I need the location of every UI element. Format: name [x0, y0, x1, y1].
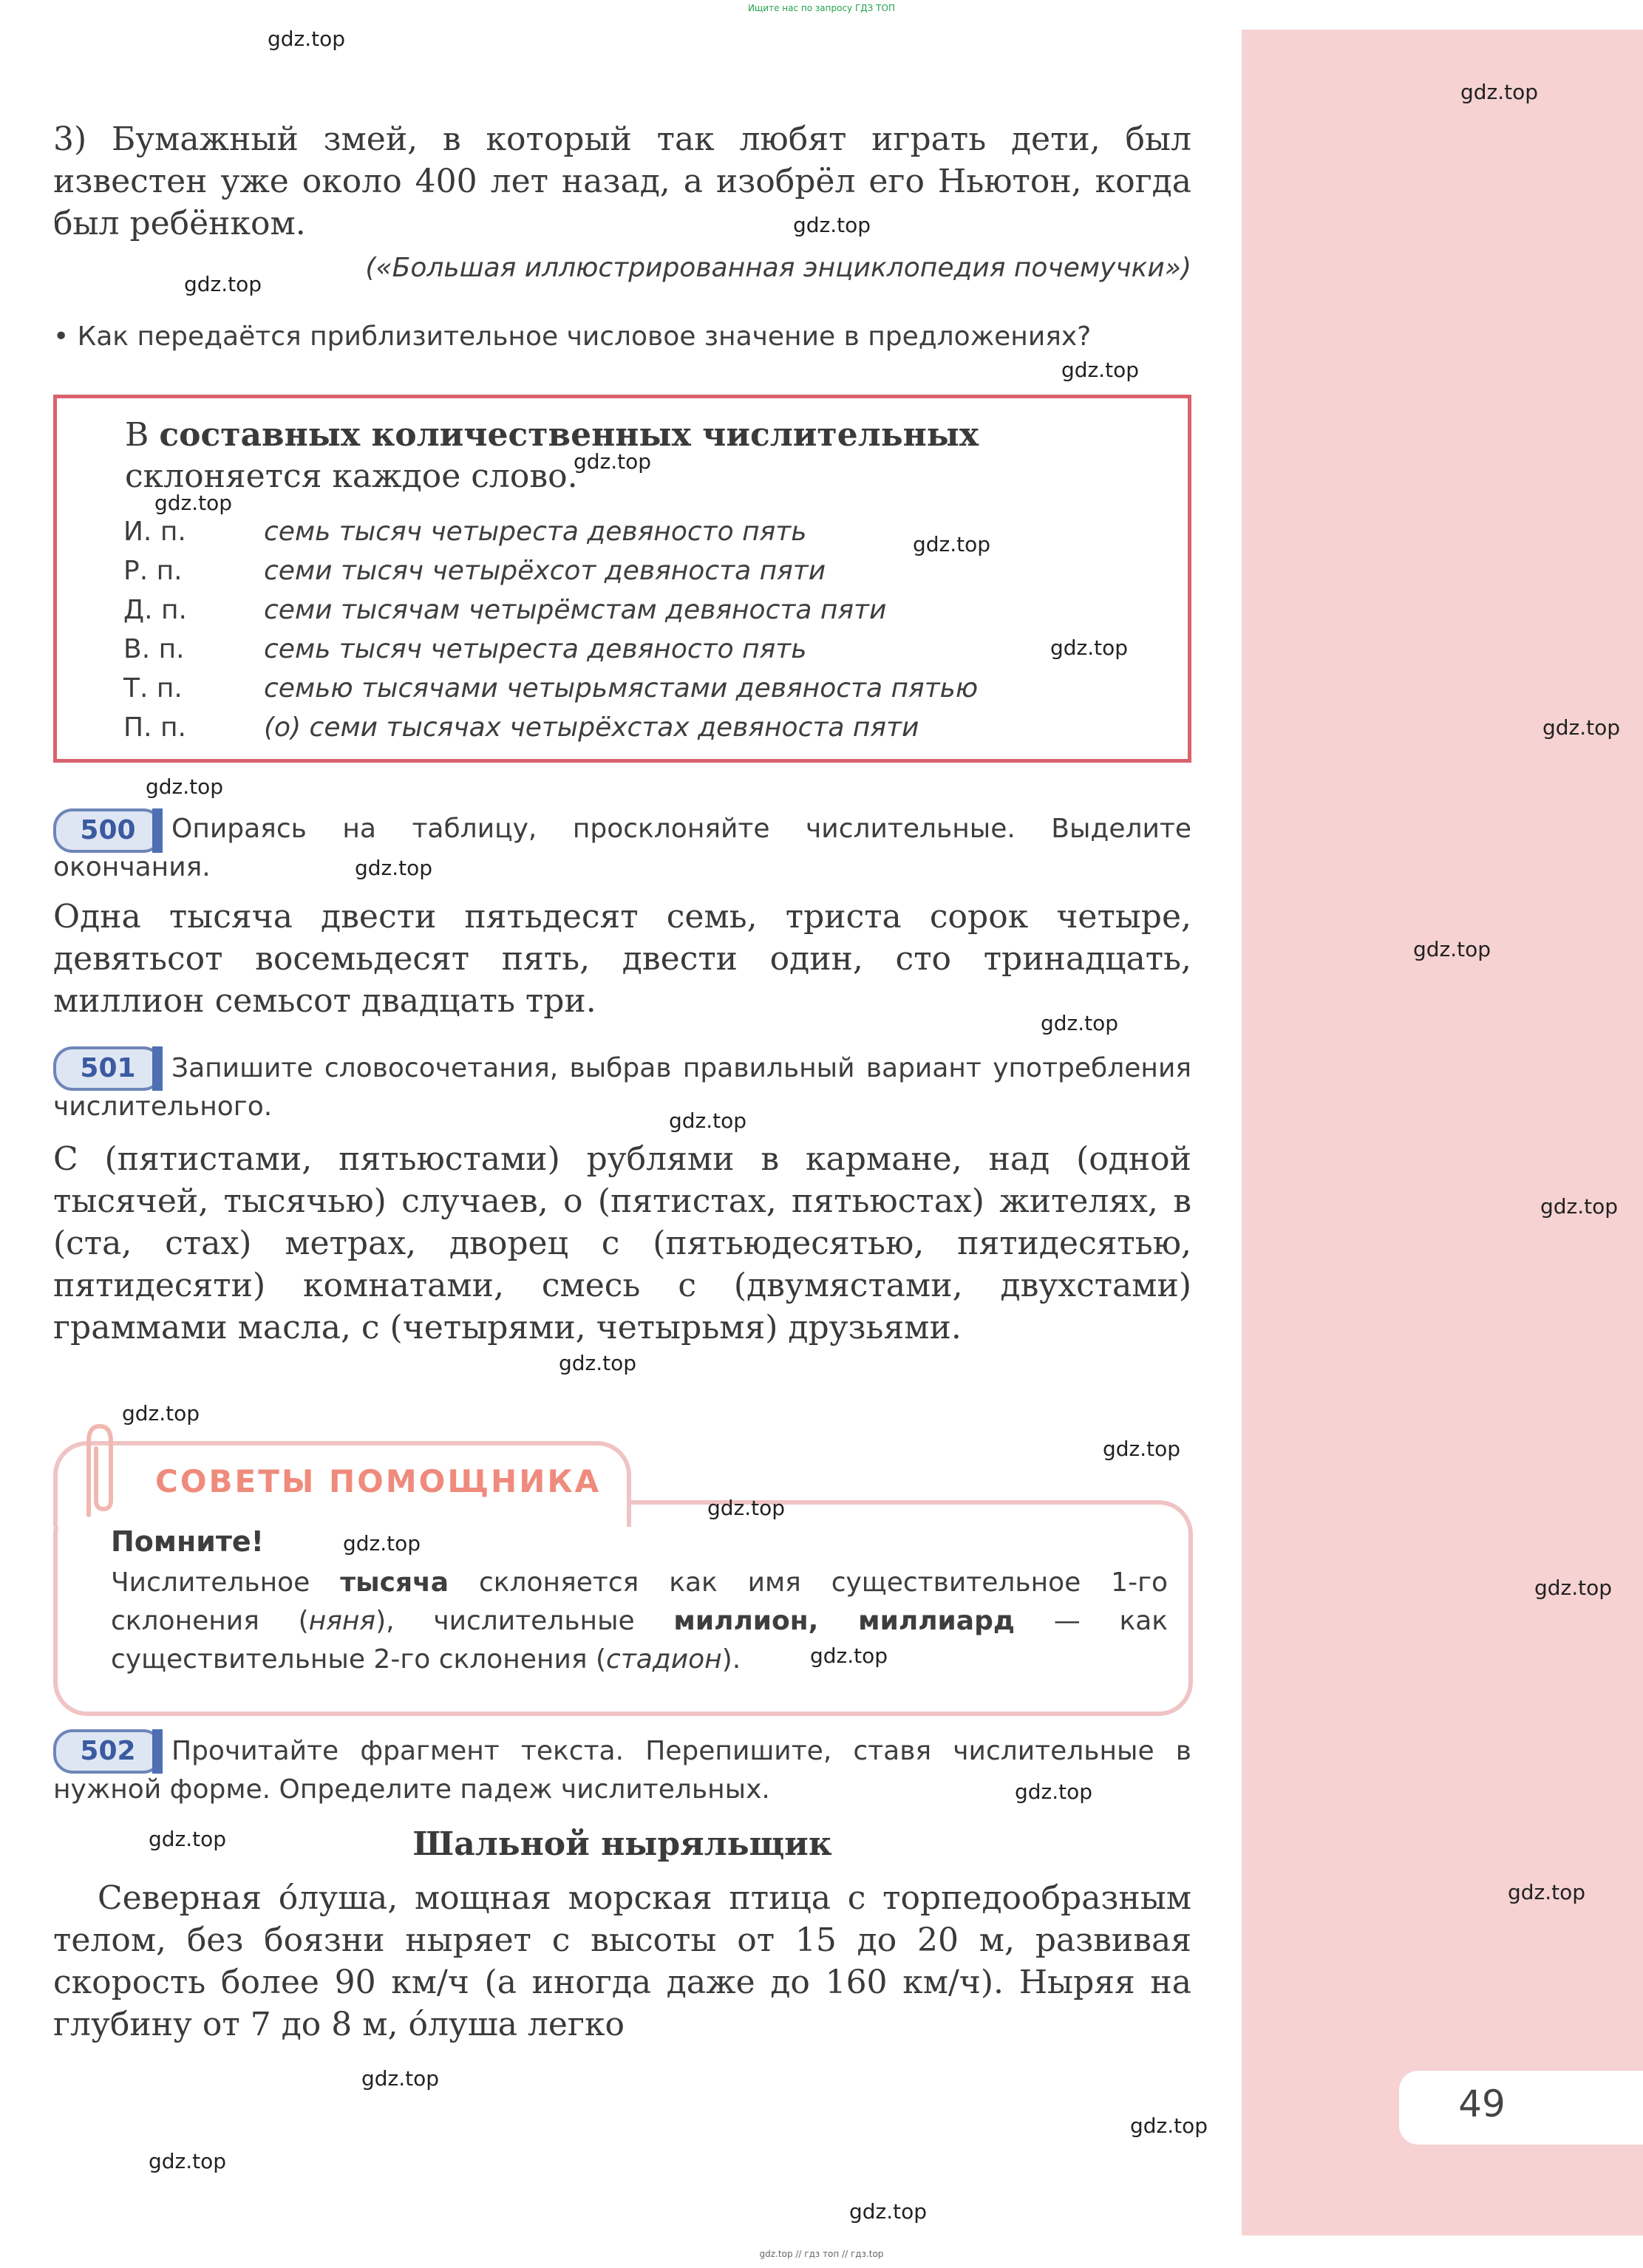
watermark: gdz.top	[1508, 1880, 1586, 1904]
bottom-note: gdz.top // гдз топ // гдз.top	[759, 2249, 884, 2259]
case-label: Р. п.	[123, 556, 183, 586]
paperclip-icon	[74, 1419, 118, 1522]
watermark: gdz.top	[669, 1109, 747, 1133]
watermark: gdz.top	[343, 1531, 421, 1556]
watermark: gdz.top	[355, 856, 433, 880]
tips-remember: Помните!	[111, 1525, 264, 1558]
case-form: семь тысяч четыреста девяносто пять	[264, 517, 807, 547]
watermark: gdz.top	[1061, 358, 1140, 382]
exercise-500-text: Одна тысяча двести пятьдесят семь, триста сорок четыре, девятьсот восемьдесят пять, двести один, сто тринадцать, миллион семьсот двадцать три.	[53, 898, 1191, 1020]
watermark: gdz.top	[1534, 1576, 1613, 1600]
watermark: gdz.top	[793, 213, 871, 237]
exercise-500-task: Опираясь на таблицу, просклоняйте числительные. Выделите окончания.	[53, 814, 1191, 882]
case-label: П. п.	[123, 712, 186, 743]
watermark: gdz.top	[149, 1827, 227, 1851]
case-form: (о) семи тысячах четырёхстах девяноста пяти	[264, 712, 919, 743]
case-label: В. п.	[123, 634, 185, 664]
exercise-number-badge: 501	[53, 1046, 163, 1091]
watermark: gdz.top	[1542, 715, 1621, 740]
case-form: семи тысячам четырёмстам девяноста пяти	[264, 595, 887, 625]
exercise-502-task: Прочитайте фрагмент текста. Перепишите, ставя числительные в нужной форме. Определите падеж числительных.	[53, 1736, 1191, 1805]
case-label: Д. п.	[123, 595, 187, 625]
watermark: gdz.top	[1460, 80, 1539, 104]
watermark: gdz.top	[149, 2149, 227, 2173]
case-form: семи тысяч четырёхсот девяноста пяти	[264, 556, 826, 586]
exercise-502-text: Северная о́луша, мощная морская птица с торпедообразным телом, без боязни ныряет с высоты от 15 до 20 м, развивая скорость более 90 км/ч (а иногда даже до 160 км/ч). Ныряя на глубину от 7 до 8 м, о́луша легко	[53, 1879, 1191, 2043]
case-label: И. п.	[123, 517, 186, 547]
page-number-tab	[1399, 2071, 1643, 2145]
watermark: gdz.top	[268, 27, 346, 51]
watermark: gdz.top	[1015, 1780, 1093, 1804]
watermark: gdz.top	[1540, 1194, 1619, 1219]
watermark: gdz.top	[849, 2199, 928, 2224]
watermark: gdz.top	[574, 449, 652, 474]
case-label: Т. п.	[123, 673, 183, 704]
case-form: семь тысяч четыреста девяносто пять	[264, 634, 807, 664]
example-3-text: 3) Бумажный змей, в который так любят играть дети, был известен уже около 400 лет назад, а изобрёл его Ньютон, когда был ребёнком.	[53, 120, 1191, 242]
exercise-502-title: Шальной ныряльщик	[412, 1825, 832, 1863]
page-margin-band	[1242, 30, 1643, 2235]
watermark: gdz.top	[1130, 2114, 1208, 2138]
exercise-number-badge: 500	[53, 808, 163, 853]
tips-body	[111, 1522, 1168, 1679]
watermark: gdz.top	[913, 532, 991, 556]
exercise-number-badge: 502	[53, 1729, 163, 1774]
watermark: gdz.top	[1050, 636, 1129, 660]
watermark: gdz.top	[146, 774, 224, 799]
page-number: 49	[1458, 2083, 1506, 2125]
watermark: gdz.top	[122, 1401, 200, 1426]
watermark: gdz.top	[1413, 937, 1491, 961]
watermark: gdz.top	[810, 1644, 888, 1668]
exercise-501-text: С (пятистами, пятьюстами) рублями в кармане, над (одной тысячей, тысячью) случаев, о (пятистах, пятьюстах) жителях, в (ста, стах) метрах, дворец с (пятьюдесятью, пятидесятью, пятидесяти) комнатами, смесь с (двумястами, двухстами) граммами масла, с (четырями, четырьмя) друзьями.	[53, 1140, 1191, 1346]
tips-text: Числительное тысяча склоняется как имя существительное 1-го склонения (няня), числительные миллион, миллиард — как существительные 2-го склонения (стадион).	[111, 1567, 1169, 1675]
exercise-501-task: Запишите словосочетания, выбрав правильный вариант употребления числительного.	[53, 1053, 1191, 1122]
rule-intro: В составных количественных числительных склоняется каждое слово.	[125, 416, 979, 495]
watermark: gdz.top	[559, 1351, 637, 1375]
watermark: gdz.top	[1041, 1011, 1119, 1035]
watermark: gdz.top	[1103, 1437, 1181, 1461]
question-text: • Как передаётся приблизительное числовое значение в предложениях?	[53, 321, 1092, 352]
watermark: gdz.top	[184, 272, 262, 296]
watermark: gdz.top	[361, 2066, 440, 2091]
watermark: gdz.top	[707, 1496, 786, 1520]
case-form: семью тысячами четырьмястами девяноста пятью	[264, 673, 979, 704]
tips-title: СОВЕТЫ ПОМОЩНИКА	[155, 1463, 602, 1499]
example-3-source: («Большая иллюстрированная энциклопедия почемучки»)	[365, 253, 1191, 283]
watermark: gdz.top	[154, 491, 233, 515]
top-note: Ищите нас по запросу ГДЗ ТОП	[748, 3, 895, 13]
